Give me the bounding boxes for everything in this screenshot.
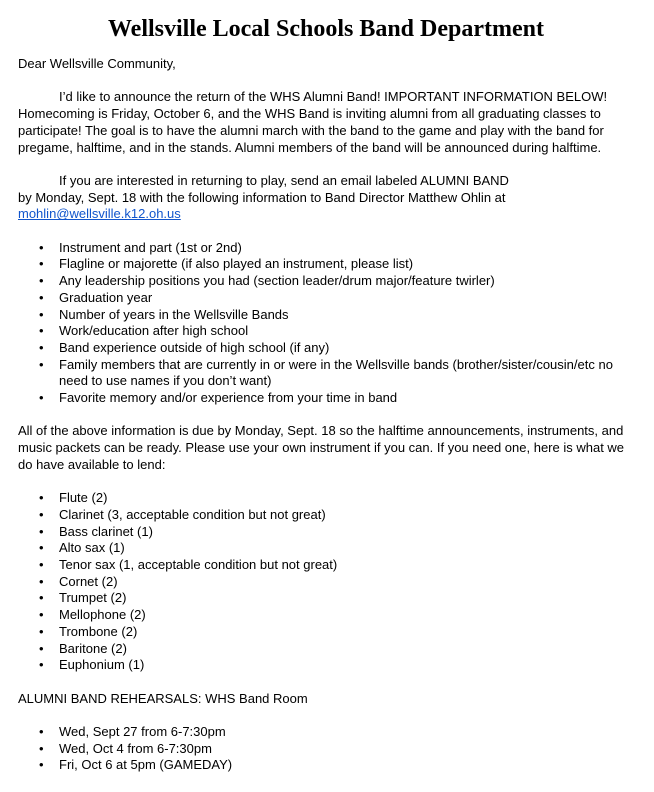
salutation: Dear Wellsville Community, [18,56,176,71]
rehearsal-list [18,724,634,774]
instrument-list [18,490,634,674]
list-item: • Cornet (2) [18,574,634,591]
list-item: • Wed, Oct 4 from 6-7:30pm [18,741,634,758]
list-item: • Alto sax (1) [18,540,634,557]
list-item: • Instrument and part (1st or 2nd) [18,240,634,257]
spacer [18,407,634,424]
list-item: • Euphonium (1) [18,657,634,674]
list-item: • Bass clarinet (1) [18,524,634,541]
list-item: • Number of years in the Wellsville Bands [18,307,634,324]
info-list [18,240,634,407]
email-link[interactable]: mohlin@wellsville.k12.oh.us [18,206,181,222]
contact-line-2: by Monday, Sept. 18 with the following information to Band Director Matthew Ohlin at [18,189,506,205]
list-item: • Clarinet (3, acceptable condition but not great) [18,507,634,524]
rehearsals-heading: ALUMNI BAND REHEARSALS: WHS Band Room [18,690,308,706]
list-item: • Trumpet (2) [18,590,634,607]
list-item: • Work/education after high school [18,323,634,340]
list-item: • Mellophone (2) [18,607,634,624]
list-item: • Band experience outside of high school (if any) [18,340,634,357]
list-item: • Fri, Oct 6 at 5pm (GAMEDAY) [18,757,634,774]
intro-paragraph: I’d like to announce the return of the WHS Alumni Band! IMPORTANT INFORMATION BELOW! Homecoming is Friday, October 6, and the WHS Band is inviting alumni from all graduating classes to participate! The goal is to have the alumni march with the band to the game and play with the band for pregame, halftime, and in the stands. Alumni members of the band will be announced during halftime. [18,89,608,155]
spacer [18,474,634,491]
list-item: • Flute (2) [18,490,634,507]
spacer [18,156,634,173]
list-item: • Flagline or majorette (if also played an instrument, please list) [18,256,634,273]
document-title: Wellsville Local Schools Band Department [107,16,544,42]
list-item: • Favorite memory and/or experience from your time in band [18,390,634,407]
contact-line-1: If you are interested in returning to play, send an email labeled ALUMNI BAND [59,172,509,188]
list-item: • Graduation year [18,290,634,307]
list-item: • Wed, Sept 27 from 6-7:30pm [18,724,634,741]
list-item: • Baritone (2) [18,641,634,658]
due-paragraph: All of the above information is due by Monday, Sept. 18 so the halftime announcements, instruments, and music packets can be ready. Please use your own instrument if you can. If you need one, here is what we do have available to lend: [18,423,625,472]
list-item: • Tenor sax (1, acceptable condition but not great) [18,557,634,574]
list-item: • Any leadership positions you had (section leader/drum major/feature twirler) [18,273,634,290]
spacer [18,223,634,240]
spacer [18,674,634,691]
email-line [18,206,634,223]
spacer [18,707,634,724]
list-item: • Family members that are currently in or were in the Wellsville bands (brother/sister/cousin/etc no need to use names if you don’t want) [18,357,634,390]
list-item: • Trombone (2) [18,624,634,641]
spacer [18,73,634,90]
